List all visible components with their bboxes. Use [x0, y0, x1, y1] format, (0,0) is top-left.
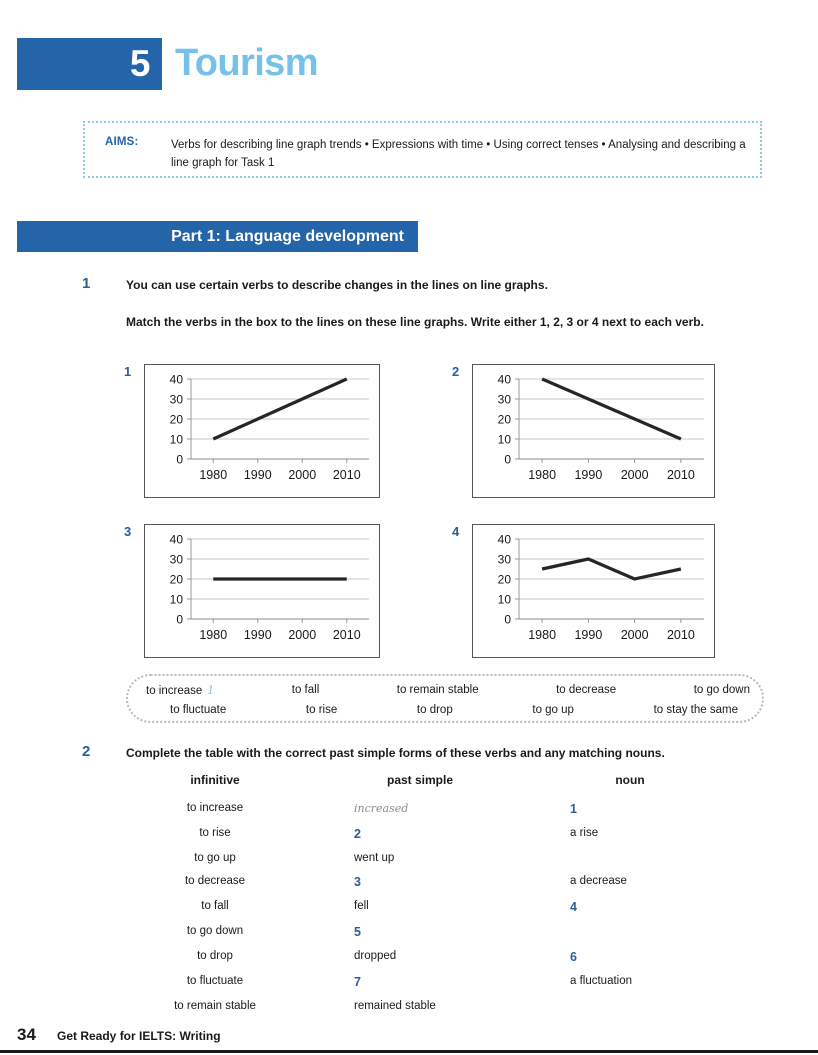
verb-option[interactable] [170, 704, 226, 716]
table-header-row [120, 771, 730, 796]
cell-text: dropped [354, 949, 397, 962]
cell-noun[interactable] [530, 821, 730, 846]
cell-infinitive: to rise [199, 826, 231, 839]
answer-blank-number: 1 [570, 801, 577, 816]
table-row [120, 869, 730, 894]
svg-text:40: 40 [169, 532, 183, 547]
answer-blank-number: 4 [570, 899, 577, 914]
svg-text:40: 40 [497, 532, 511, 547]
cell-past-simple[interactable] [310, 969, 530, 994]
cell-past-simple[interactable] [310, 846, 530, 869]
verb-option-label: to go down [693, 684, 750, 696]
table-row [120, 944, 730, 969]
verb-option[interactable] [292, 684, 320, 697]
verb-option-label: to fluctuate [170, 704, 227, 716]
cell-infinitive: to increase [186, 801, 244, 814]
verb-box-row-1 [128, 684, 762, 697]
svg-text:10: 10 [497, 592, 511, 607]
column-header-noun: noun [615, 773, 645, 787]
svg-text:20: 20 [169, 412, 183, 427]
cell-past-simple[interactable] [310, 821, 530, 846]
cell-text: fell [354, 899, 369, 912]
cell-infinitive: to go down [186, 924, 244, 937]
answer-blank-number: 3 [354, 874, 361, 889]
chart-3-label: 3 [124, 524, 132, 539]
part-banner-label: Part 1: Language development [171, 227, 404, 245]
table-row [120, 994, 730, 1017]
verb-option[interactable] [146, 684, 214, 697]
svg-text:30: 30 [497, 552, 511, 567]
cell-infinitive: to remain stable [174, 999, 256, 1012]
table-row [120, 796, 730, 821]
svg-text:30: 30 [497, 392, 511, 407]
cell-past-simple[interactable] [310, 869, 530, 894]
exercise-1-instruction-line-1: You can use certain verbs to describe changes in the lines on line graphs. [126, 278, 548, 292]
cell-infinitive: to drop [197, 949, 233, 962]
verb-option[interactable] [694, 684, 750, 697]
verb-word-box [126, 674, 764, 723]
chart-4-label: 4 [452, 524, 460, 539]
svg-text:1980: 1980 [528, 468, 557, 482]
cell-past-simple[interactable] [310, 796, 530, 821]
exercise-1-number: 1 [82, 275, 91, 292]
verb-option-label: to increase [146, 685, 203, 697]
verb-option[interactable] [654, 704, 738, 716]
table-row [120, 969, 730, 994]
chart-1-svg [145, 365, 379, 497]
svg-text:1990: 1990 [574, 628, 603, 642]
verb-option[interactable] [556, 684, 616, 697]
svg-text:40: 40 [169, 372, 183, 387]
svg-text:1990: 1990 [243, 628, 272, 642]
cell-infinitive: to go up [194, 851, 236, 864]
table-row [120, 846, 730, 869]
verb-option-label: to remain stable [396, 684, 479, 696]
verb-option-label: to fall [291, 684, 320, 696]
chart-2-svg [473, 365, 714, 497]
answer-blank-number: 5 [354, 924, 361, 939]
verb-box-row-2 [128, 704, 762, 716]
table-row [120, 919, 730, 944]
svg-text:2010: 2010 [666, 468, 695, 482]
verb-option[interactable] [306, 704, 337, 716]
verb-option-label: to rise [305, 704, 338, 716]
verb-option-label: to stay the same [653, 704, 738, 716]
chart-1-label: 1 [124, 364, 132, 379]
table-row [120, 894, 730, 919]
svg-text:1990: 1990 [243, 468, 272, 482]
svg-text:2000: 2000 [288, 468, 317, 482]
exercise-2-number: 2 [82, 743, 91, 760]
cell-text: a rise [570, 826, 599, 839]
part-banner [17, 221, 418, 252]
verb-forms-table-body [120, 796, 730, 1017]
svg-text:20: 20 [169, 572, 183, 587]
chart-4 [472, 524, 715, 658]
verb-option-label: to drop [416, 704, 453, 716]
footer-book-title: Get Ready for IELTS: Writing [57, 1029, 221, 1043]
chart-2 [472, 364, 715, 498]
verb-option[interactable] [532, 704, 574, 716]
svg-text:0: 0 [504, 452, 511, 467]
svg-text:0: 0 [176, 452, 183, 467]
unit-number: 5 [129, 42, 150, 84]
svg-text:2010: 2010 [332, 628, 361, 642]
svg-text:20: 20 [497, 412, 511, 427]
answer-blank-number: 2 [354, 826, 361, 841]
aims-label: AIMS: [105, 136, 139, 148]
cell-noun[interactable] [530, 944, 730, 969]
verb-forms-table [120, 771, 730, 1017]
chart-1 [144, 364, 380, 498]
chart-3-svg [145, 525, 379, 657]
verb-option[interactable] [417, 704, 453, 716]
verb-forms-table-head [120, 771, 730, 796]
svg-text:2000: 2000 [620, 628, 649, 642]
chart-4-svg [473, 525, 714, 657]
svg-text:1990: 1990 [574, 468, 603, 482]
table-row [120, 821, 730, 846]
footer-rule [0, 1050, 818, 1053]
cell-infinitive: to fluctuate [186, 974, 244, 987]
cell-noun[interactable] [530, 994, 730, 1017]
svg-text:10: 10 [169, 432, 183, 447]
svg-text:2000: 2000 [620, 468, 649, 482]
svg-text:0: 0 [504, 612, 511, 627]
cell-past-simple[interactable] [310, 894, 530, 919]
svg-text:10: 10 [169, 592, 183, 607]
footer-page-number: 34 [17, 1025, 36, 1044]
chart-3 [144, 524, 380, 658]
cell-text: went up [354, 851, 395, 864]
cell-infinitive: to fall [201, 899, 229, 912]
verb-option[interactable] [397, 684, 479, 697]
cell-text: a fluctuation [570, 974, 633, 987]
cell-infinitive: to decrease [184, 874, 246, 887]
unit-number-box [17, 38, 162, 90]
svg-text:2010: 2010 [666, 628, 695, 642]
svg-text:0: 0 [176, 612, 183, 627]
svg-text:30: 30 [169, 392, 183, 407]
exercise-2-instruction: Complete the table with the correct past simple forms of these verbs and any matching nouns. [126, 746, 665, 760]
aims-text: Verbs for describing line graph trends • Expressions with time • Using correct tenses • Analysing and describing a line graph for Task 1 [171, 139, 746, 169]
svg-text:10: 10 [497, 432, 511, 447]
cell-noun[interactable] [530, 919, 730, 944]
svg-text:1980: 1980 [199, 468, 228, 482]
svg-text:30: 30 [169, 552, 183, 567]
handwritten-answer: increased [354, 801, 409, 815]
column-header-infinitive: infinitive [190, 773, 240, 787]
cell-past-simple[interactable] [310, 919, 530, 944]
exercise-1-instruction-line-2: Match the verbs in the box to the lines on these line graphs. Write either 1, 2, 3 or 4 next to each verb. [126, 315, 704, 329]
cell-text: a decrease [570, 874, 627, 887]
cell-past-simple[interactable] [310, 944, 530, 969]
cell-text: remained stable [354, 999, 436, 1012]
answer-blank-number: 7 [354, 974, 361, 989]
cell-noun[interactable] [530, 846, 730, 869]
answer-blank-number: 6 [570, 949, 577, 964]
svg-text:40: 40 [497, 372, 511, 387]
svg-text:1980: 1980 [528, 628, 557, 642]
cell-noun[interactable] [530, 796, 730, 821]
svg-text:2000: 2000 [288, 628, 317, 642]
cell-past-simple[interactable] [310, 994, 530, 1017]
verb-option-label: to go up [532, 704, 574, 716]
verb-option-label: to decrease [556, 684, 617, 696]
cell-noun[interactable] [530, 894, 730, 919]
cell-noun[interactable] [530, 869, 730, 894]
chart-2-label: 2 [452, 364, 460, 379]
unit-title: Tourism [175, 41, 318, 84]
svg-text:2010: 2010 [332, 468, 361, 482]
cell-noun[interactable] [530, 969, 730, 994]
svg-text:20: 20 [497, 572, 511, 587]
aims-box [83, 121, 762, 178]
verb-option-answer: 1 [207, 684, 215, 697]
column-header-past-simple: past simple [386, 773, 454, 787]
svg-text:1980: 1980 [199, 628, 228, 642]
unit-header [17, 38, 797, 90]
